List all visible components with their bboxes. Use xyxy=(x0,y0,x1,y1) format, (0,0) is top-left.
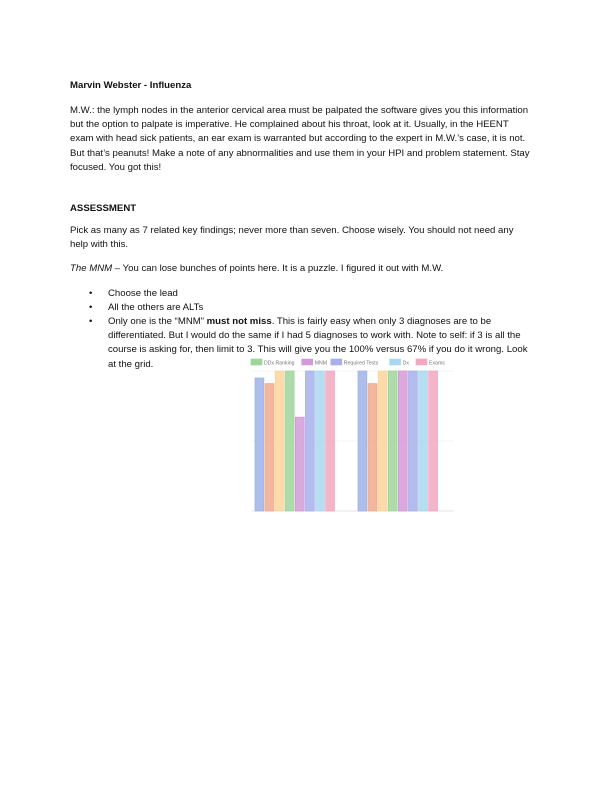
list-item-text-pre: Only one is the “MNM” xyxy=(108,316,207,328)
bar-2-2 xyxy=(368,384,377,511)
mnm-label: The MNM xyxy=(70,263,113,275)
legend-label: Exams xyxy=(429,360,445,367)
list-item xyxy=(70,287,532,301)
bar-2-1 xyxy=(358,371,367,511)
legend-swatch xyxy=(251,359,262,365)
bullet-icon: • xyxy=(89,316,93,328)
mnm-text: – You can lose bunches of points here. It is a puzzle. I figured it out with M.W. xyxy=(112,263,444,275)
bar-2-7 xyxy=(419,371,428,511)
legend-label: MNM xyxy=(314,360,328,367)
legend-label: DDx Ranking xyxy=(264,360,295,367)
legend-label: Required Tests xyxy=(343,360,379,367)
bar-2-8 xyxy=(429,371,438,511)
legend-swatch xyxy=(302,359,313,365)
bar-2-3 xyxy=(378,371,387,511)
must-not-miss-text: must not miss xyxy=(206,316,272,328)
assessment-heading: ASSESSMENT xyxy=(70,203,137,215)
list-item xyxy=(70,301,532,315)
assessment-paragraph: Pick as many as 7 related key findings; never more than seven. Choose wisely. You should not need any help with this. xyxy=(70,225,514,251)
legend-swatch xyxy=(390,359,401,365)
legend-swatch xyxy=(416,359,427,365)
bar-1-4 xyxy=(285,371,294,511)
document-body xyxy=(70,80,532,372)
bar-1-2 xyxy=(265,384,274,511)
bar-1-3 xyxy=(275,371,284,511)
document-title: Marvin Webster - Influenza xyxy=(70,80,192,91)
bar-2-6 xyxy=(409,371,418,511)
bullet-icon: • xyxy=(89,287,93,299)
bar-2-4 xyxy=(388,371,397,511)
mnm-paragraph xyxy=(70,262,532,276)
list-item-text: Choose the lead xyxy=(108,287,178,299)
legend-swatch xyxy=(331,359,342,365)
list-item-text-post: . This is fairly easy when only 3 diagnoses are to be differentiated. But I would do the same if I had 5 diagnoses to work with. Note to self: if 3 is all the course is asking for, then limit to 3. This will give you the 100% versus 67% if you do it wrong. Look at the grid. xyxy=(108,316,528,370)
bar-1-5 xyxy=(295,417,304,511)
bar-1-7 xyxy=(316,371,325,511)
bar-1-8 xyxy=(326,371,335,511)
intro-paragraph: M.W.: the lymph nodes in the anterior cervical area must be palpated the software gives you this information but the option to palpate is imperative. He complained about his throat, look at it. Usually, in the HEENT exam with head sick patients, an ear exam is warranted but according to the expert in M.W.’s case, it is not. But that’s peanuts! Make a note of any abnormalities and use them in your HPI and problem statement. Stay focused. You got this! xyxy=(70,105,530,173)
list-item-text: All the others are ALTs xyxy=(108,301,204,313)
score-chart xyxy=(248,357,460,515)
legend-label: Dx xyxy=(402,360,409,367)
bar-1-1 xyxy=(255,378,264,511)
score-chart-svg xyxy=(248,357,460,515)
bar-1-6 xyxy=(306,371,315,511)
bullet-icon: • xyxy=(89,301,93,313)
bar-2-5 xyxy=(398,371,407,511)
